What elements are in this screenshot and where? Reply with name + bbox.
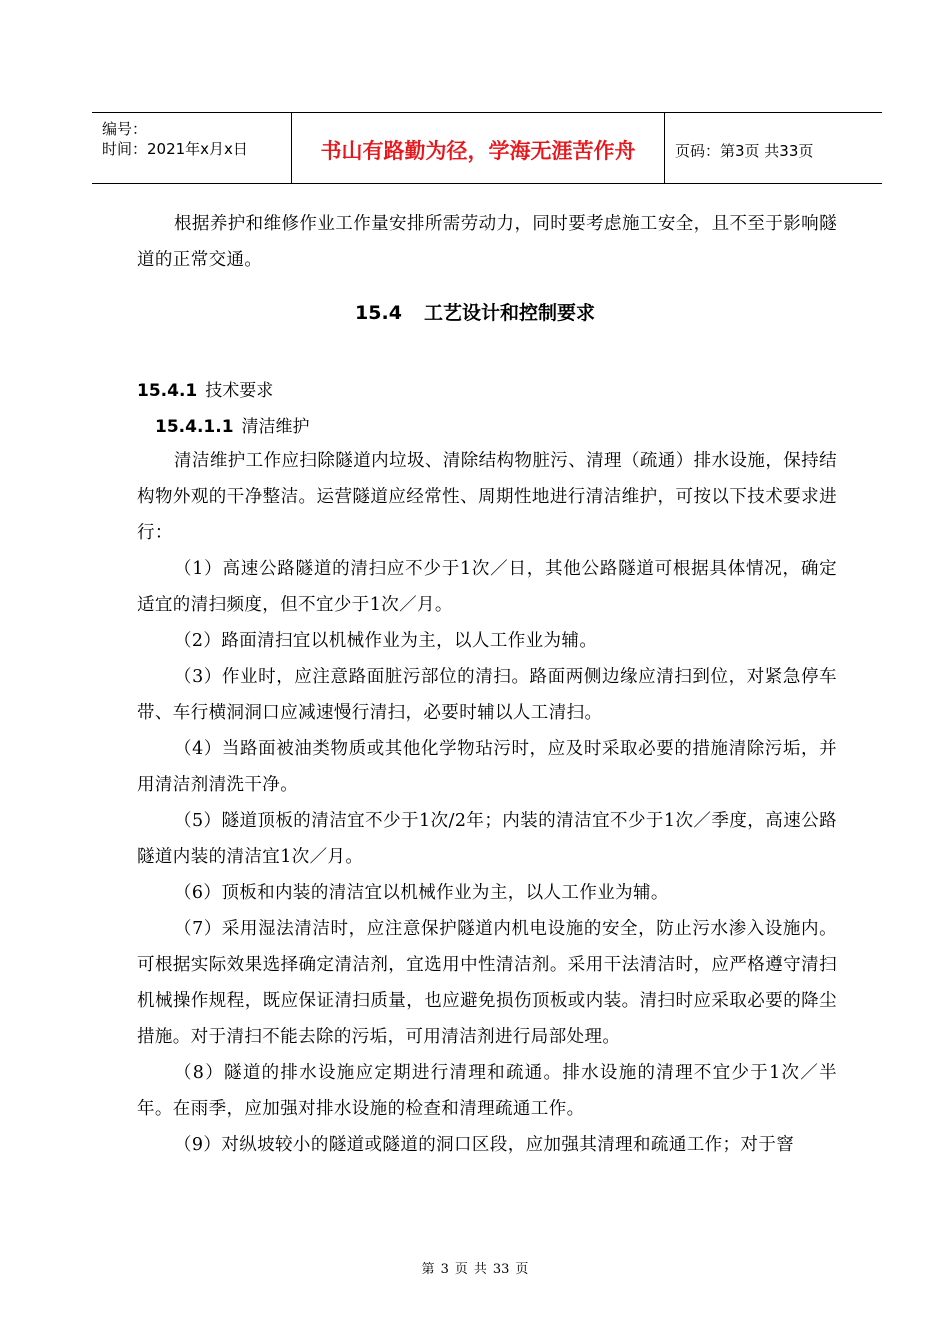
- paragraph: （2）路面清扫宜以机械作业为主，以人工作业为辅。: [174, 631, 598, 651]
- document-time-label: 时间：2021年x月x日: [102, 140, 248, 158]
- footer-ye: 页: [454, 1262, 468, 1277]
- subsection-heading: [137, 376, 273, 401]
- paragraph: （9）对纵坡较小的隧道或隧道的洞口区段，应加强其清理和疏通工作；对于窨: [174, 1135, 795, 1155]
- section-heading: [0, 298, 950, 325]
- body-paragraphs: [137, 443, 837, 1163]
- footer-ye2: 页: [515, 1262, 529, 1277]
- paragraph: （5）隧道顶板的清洁宜不少于1次/2年；内装的清洁宜不少于1次／季度，高速公路隧道内装的清洁宜1次／月。: [137, 811, 837, 867]
- section-number: 15.4: [355, 302, 402, 324]
- subsubsection-number: 15.4.1.1: [155, 417, 234, 437]
- paragraph: （1）高速公路隧道的清扫应不少于1次／日，其他公路隧道可根据具体情况，确定适宜的清扫频度，但不宜少于1次／月。: [137, 559, 837, 615]
- header-meta-cell: [92, 113, 292, 183]
- header-motto: 书山有路勤为径，学海无涯苦作舟: [292, 113, 665, 183]
- footer-total-pages: 33: [492, 1262, 510, 1277]
- paragraph: （8）隧道的排水设施应定期进行清理和疏通。排水设施的清理不宜少于1次／半年。在雨季，应加强对排水设施的检查和清理疏通工作。: [137, 1063, 837, 1119]
- intro-paragraph: 根据养护和维修作业工作量安排所需劳动力，同时要考虑施工安全，且不至于影响隧道的正常交通。: [137, 214, 837, 270]
- section-title: 工艺设计和控制要求: [423, 302, 595, 324]
- paragraph: （3）作业时，应注意路面脏污部位的清扫。路面两侧边缘应清扫到位，对紧急停车带、车行横洞洞口应减速慢行清扫，必要时辅以人工清扫。: [137, 667, 837, 723]
- subsubsection-title: 清洁维护: [241, 417, 310, 437]
- paragraph: （6）顶板和内装的清洁宜以机械作业为主，以人工作业为辅。: [174, 883, 669, 903]
- paragraph: （4）当路面被油类物质或其他化学物玷污时，应及时采取必要的措施清除污垢，并用清洁剂清洗干净。: [137, 739, 837, 795]
- subsection-number: 15.4.1: [137, 381, 198, 401]
- subsection-title: 技术要求: [205, 381, 274, 401]
- header-table: [92, 112, 882, 184]
- subsubsection-heading: [155, 412, 310, 437]
- header-page-label: 页码：第3页 共33页: [675, 141, 814, 160]
- intro-block: [137, 206, 837, 278]
- paragraph: 清洁维护工作应扫除隧道内垃圾、清除结构物脏污、清理（疏通）排水设施，保持结构物外观的干净整洁。运营隧道应经常性、周期性地进行清洁维护，可按以下技术要求进行：: [137, 451, 837, 543]
- footer-gong: 共: [473, 1262, 487, 1277]
- paragraph: （7）采用湿法清洁时，应注意保护隧道内机电设施的安全，防止污水渗入设施内。可根据实际效果选择确定清洁剂，宜选用中性清洁剂。采用干法清洁时，应严格遵守清扫机械操作规程，既应保证清扫质量，也应避免损伤顶板或内装。清扫时应采取必要的降尘措施。对于清扫不能去除的污垢，可用清洁剂进行局部处理。: [137, 919, 837, 1047]
- footer-page-number: 3: [440, 1262, 449, 1277]
- footer-di: 第: [421, 1262, 435, 1277]
- document-code-label: 编号：: [102, 120, 148, 138]
- page-footer: [0, 1258, 950, 1277]
